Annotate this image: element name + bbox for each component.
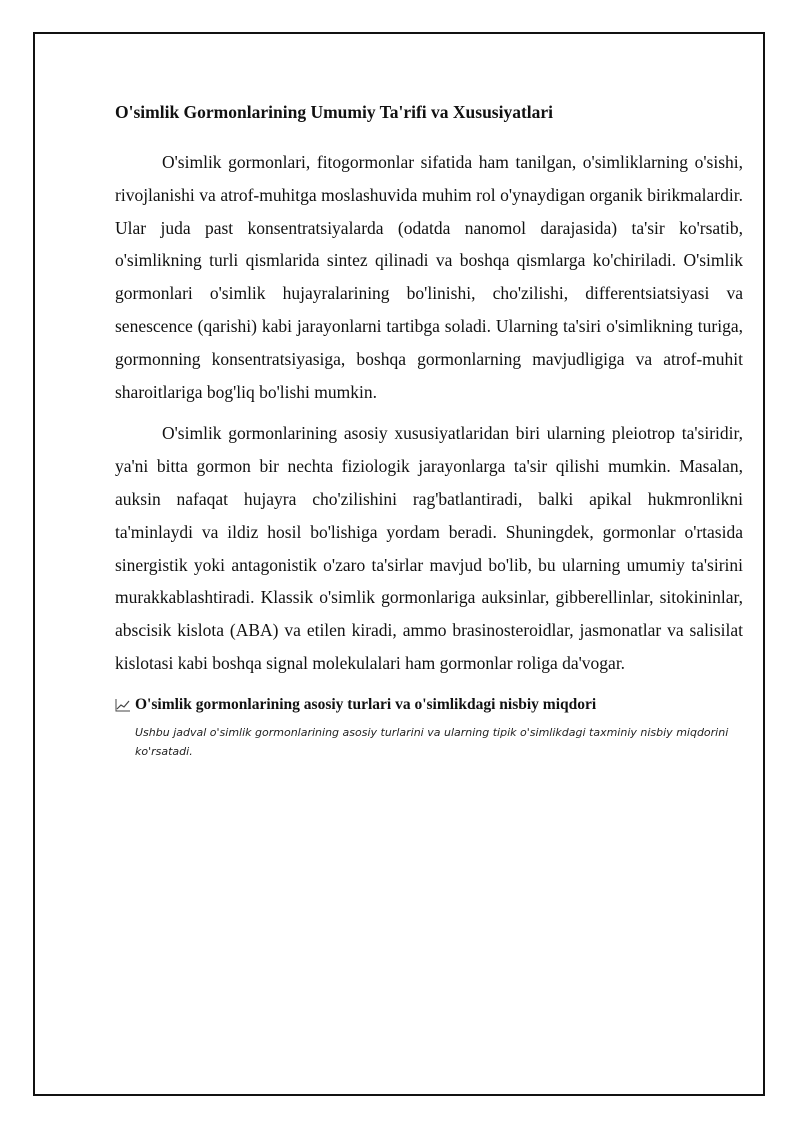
paragraph-2: O'simlik gormonlarining asosiy xususiyatlaridan biri ularning pleiotrop ta'siridir, ya'ni bitta gormon bir nechta fiziologik jarayonlarga ta'sir qilishi mumkin. Masalan, auksin nafaqat hujayra cho'zilishini rag'batlantiradi, balki apikal hukmronlikni ta'minlaydi va ildiz hosil bo'lishiga yordam beradi. Shuningdek, gormonlar o'rtasida sinergistik yoki antagonistik o'zaro ta'sirlar mavjud bo'lib, bu ularning umumiy ta'sirini murakkablashtiradi. Klassik o'simlik gormonlariga auksinlar, gibberellinlar, sitokininlar, abscisik kislota (ABA) va etilen kiradi, ammo brasinosteroidlar, jasmonatlar va salisilat kislotasi kabi boshqa signal molekulalari ham gormonlar roliga da'vogar. — [115, 423, 743, 673]
table-caption-text: O'simlik gormonlarining asosiy turlari va o'simlikdagi nisbiy miqdori — [135, 695, 597, 713]
document-body — [115, 100, 743, 761]
table-caption — [115, 695, 743, 715]
table-description: Ushbu jadval o'simlik gormonlarining asosiy turlarini va ularning tipik o'simlikdagi taxminiy nisbiy miqdorini ko'rsatadi. — [135, 725, 729, 758]
chart-icon — [115, 698, 131, 712]
paragraph-1: O'simlik gormonlari, fitogormonlar sifatida ham tanilgan, o'simliklarning o'sishi, rivojlanishi va atrof-muhitga moslashuvida muhim rol o'ynaydigan organik birikmalardir. Ular juda past konsentratsiyalarda (odatda nanomol darajasida) ta'sir ko'rsatib, o'simlikning turli qismlarida sintez qilinadi va boshqa qismlarga ko'chiriladi. O'simlik gormonlari o'simlik hujayralarining bo'linishi, cho'zilishi, differentsiatsiyasi va senescence (qarishi) kabi jarayonlarni tartibga soladi. Ularning ta'siri o'simlikning turiga, gormonning konsentratsiyasiga, boshqa gormonlarning mavjudligiga va atrof-muhit sharoitlariga bog'liq bo'lishi mumkin. — [115, 152, 743, 402]
section-title: O'simlik Gormonlarining Umumiy Ta'rifi va Xususiyatlari — [115, 102, 554, 122]
